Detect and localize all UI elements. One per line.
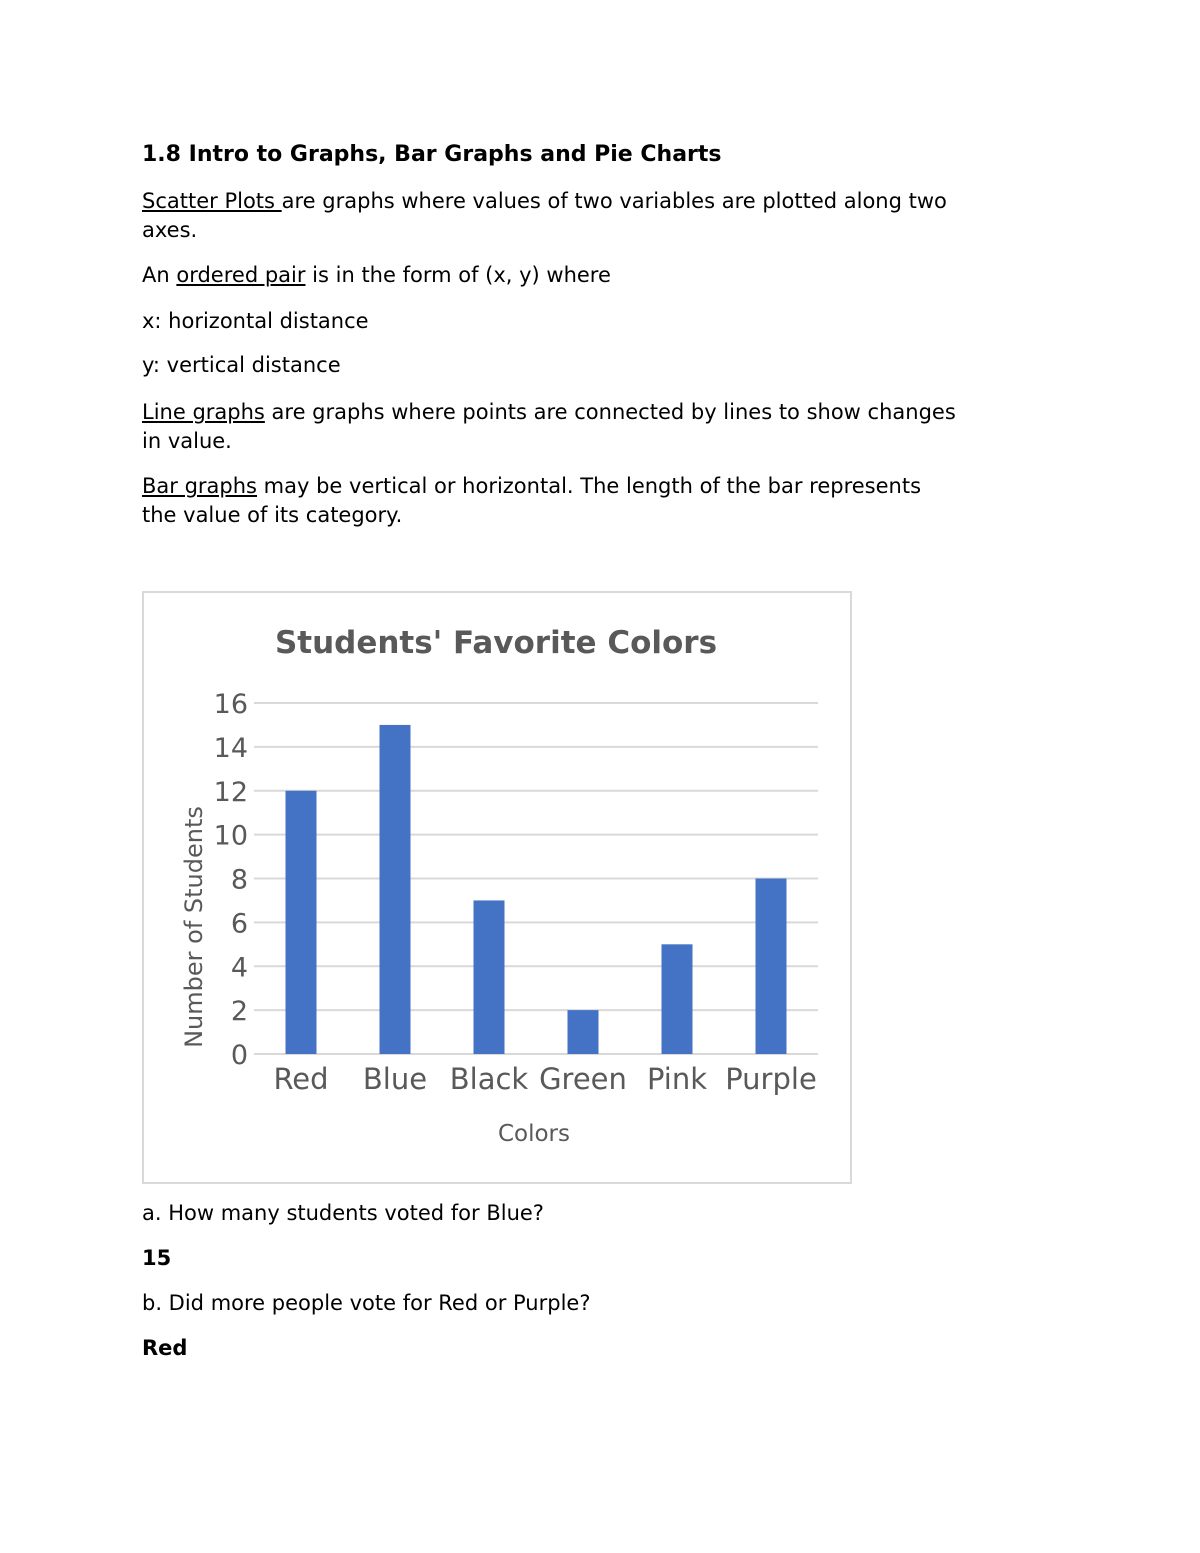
x-definition: x: horizontal distance xyxy=(142,309,369,333)
y-tick-label: 12 xyxy=(213,776,248,808)
bar-pink xyxy=(662,944,693,1054)
y-tick-label: 14 xyxy=(213,732,248,764)
grid-lines xyxy=(254,703,818,1054)
scatter-line2: axes. xyxy=(142,218,198,242)
answer-a: 15 xyxy=(142,1246,172,1270)
bars xyxy=(286,725,787,1054)
ordered-pair-suffix: is in the form of (x, y) where xyxy=(305,263,611,287)
bar-chart xyxy=(142,591,852,1184)
bar-green xyxy=(568,1010,599,1054)
y-tick-label: 8 xyxy=(230,864,248,896)
x-tick-label-blue: Blue xyxy=(362,1062,428,1096)
bar-graphs-line2: the value of its category. xyxy=(142,503,403,527)
y-definition: y: vertical distance xyxy=(142,353,341,377)
line-graphs-line2: in value. xyxy=(142,429,232,453)
chart-svg xyxy=(144,593,850,1182)
y-tick-label: 16 xyxy=(213,689,248,720)
bar-purple xyxy=(756,879,787,1055)
x-tick-label-green: Green xyxy=(539,1062,627,1096)
bar-black xyxy=(474,900,505,1054)
y-tick-label: 2 xyxy=(230,996,248,1028)
bar-blue xyxy=(380,725,411,1054)
question-b: b. Did more people vote for Red or Purple? xyxy=(142,1291,591,1315)
document-body xyxy=(142,140,1062,530)
page-title: 1.8 Intro to Graphs, Bar Graphs and Pie Charts xyxy=(142,142,722,167)
ordered-pair-prefix: An xyxy=(142,263,177,287)
x-tick-label-black: Black xyxy=(449,1062,529,1096)
x-tick-label-pink: Pink xyxy=(646,1062,708,1096)
ordered-pair-term: ordered pair xyxy=(176,263,306,287)
bar-graphs-line1: may be vertical or horizontal. The length of the bar represents xyxy=(257,474,922,498)
scatter-line1: are graphs where values of two variables are plotted along two xyxy=(281,189,947,213)
scatter-term: Scatter Plots xyxy=(142,189,282,213)
y-axis-label: Number of Students xyxy=(180,806,208,1048)
line-graphs-line1: are graphs where points are connected by lines to show changes xyxy=(264,400,956,424)
answer-b: Red xyxy=(142,1336,188,1360)
question-a: a. How many students voted for Blue? xyxy=(142,1201,544,1225)
y-tick-label: 0 xyxy=(230,1040,248,1071)
line-graphs-paragraph xyxy=(142,398,1062,456)
x-axis-label: Colors xyxy=(497,1121,571,1147)
y-tick-label: 4 xyxy=(230,952,248,984)
bar-red xyxy=(286,791,317,1054)
y-tick-label: 10 xyxy=(213,820,248,852)
scatter-paragraph xyxy=(142,187,1062,245)
y-tick-label: 6 xyxy=(230,908,248,940)
ordered-pair-paragraph xyxy=(142,261,1062,290)
bar-graphs-paragraph xyxy=(142,472,1062,530)
y-tick-labels xyxy=(214,689,248,1071)
chart-title: Students' Favorite Colors xyxy=(274,625,718,661)
bar-graphs-term: Bar graphs xyxy=(142,474,257,498)
x-tick-labels xyxy=(273,1062,816,1096)
x-tick-label-red: Red xyxy=(273,1062,329,1096)
line-graphs-term: Line graphs xyxy=(142,400,265,424)
x-tick-label-purple: Purple xyxy=(725,1062,817,1096)
